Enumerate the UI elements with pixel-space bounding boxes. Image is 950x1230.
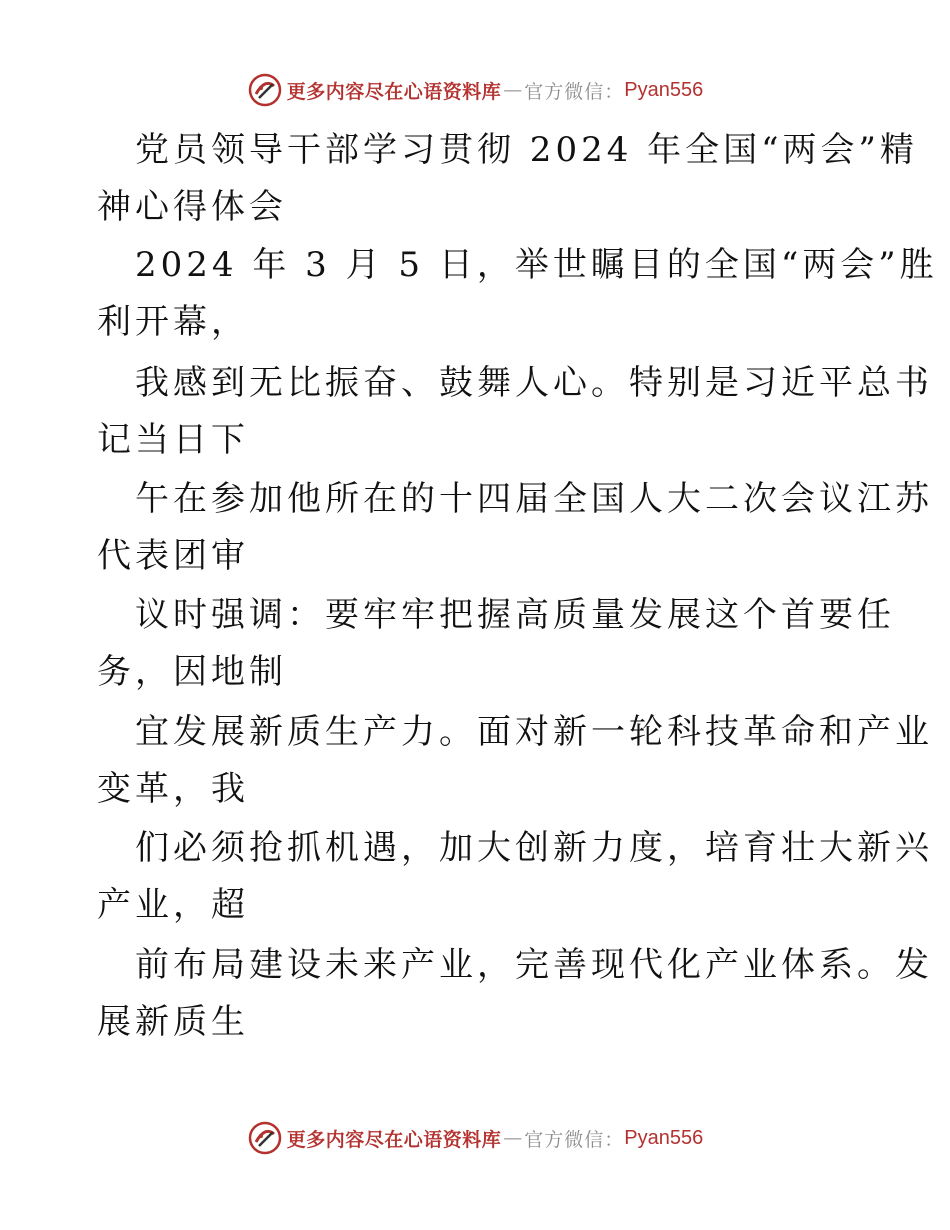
paragraph-line: 前布局建设未来产业，完善现代化产业体系。发 [135,945,933,985]
banner-main-text: 更多内容尽在心语资料库 [286,1128,502,1151]
paragraph-line: 利开幕， [97,302,249,342]
paragraph-line: 午在参加他所在的十四届全国人大二次会议江苏 [135,479,933,519]
paragraph-line: 展新质生 [97,1002,249,1042]
paragraph-line: 产业，超 [97,885,249,925]
paragraph-line: 2024 年 3 月 5 日，举世瞩目的全国“两会”胜 [135,245,938,285]
banner-sub-text: 官方微信： [524,80,625,103]
logo-icon [247,1120,283,1156]
paragraph-line: 我感到无比振奋、鼓舞人心。特别是习近平总书 [135,363,933,403]
header-banner [0,70,950,110]
paragraph-line: 宜发展新质生产力。面对新一轮科技革命和产业 [135,712,933,752]
paragraph-line: 代表团审 [97,536,249,576]
footer-banner [0,1118,950,1158]
banner-wechat-id: Pyan556 [624,1126,704,1149]
banner-separator: — [503,1127,523,1149]
banner-wechat-id: Pyan556 [624,78,704,101]
banner-main-text: 更多内容尽在心语资料库 [286,80,502,103]
title-line-1: 党员领导干部学习贯彻 2024 年全国“两会”精 [135,130,918,170]
paragraph-line: 记当日下 [97,420,249,460]
title-line-2: 神心得体会 [97,187,287,227]
paragraph-line: 变革，我 [97,769,249,809]
logo-icon [247,72,283,108]
paragraph-line: 务，因地制 [97,652,287,692]
banner-separator: — [503,79,523,101]
banner-sub-text: 官方微信： [524,1128,625,1151]
paragraph-line: 议时强调：要牢牢把握高质量发展这个首要任 [135,595,895,635]
paragraph-line: 们必须抢抓机遇，加大创新力度，培育壮大新兴 [135,828,933,868]
